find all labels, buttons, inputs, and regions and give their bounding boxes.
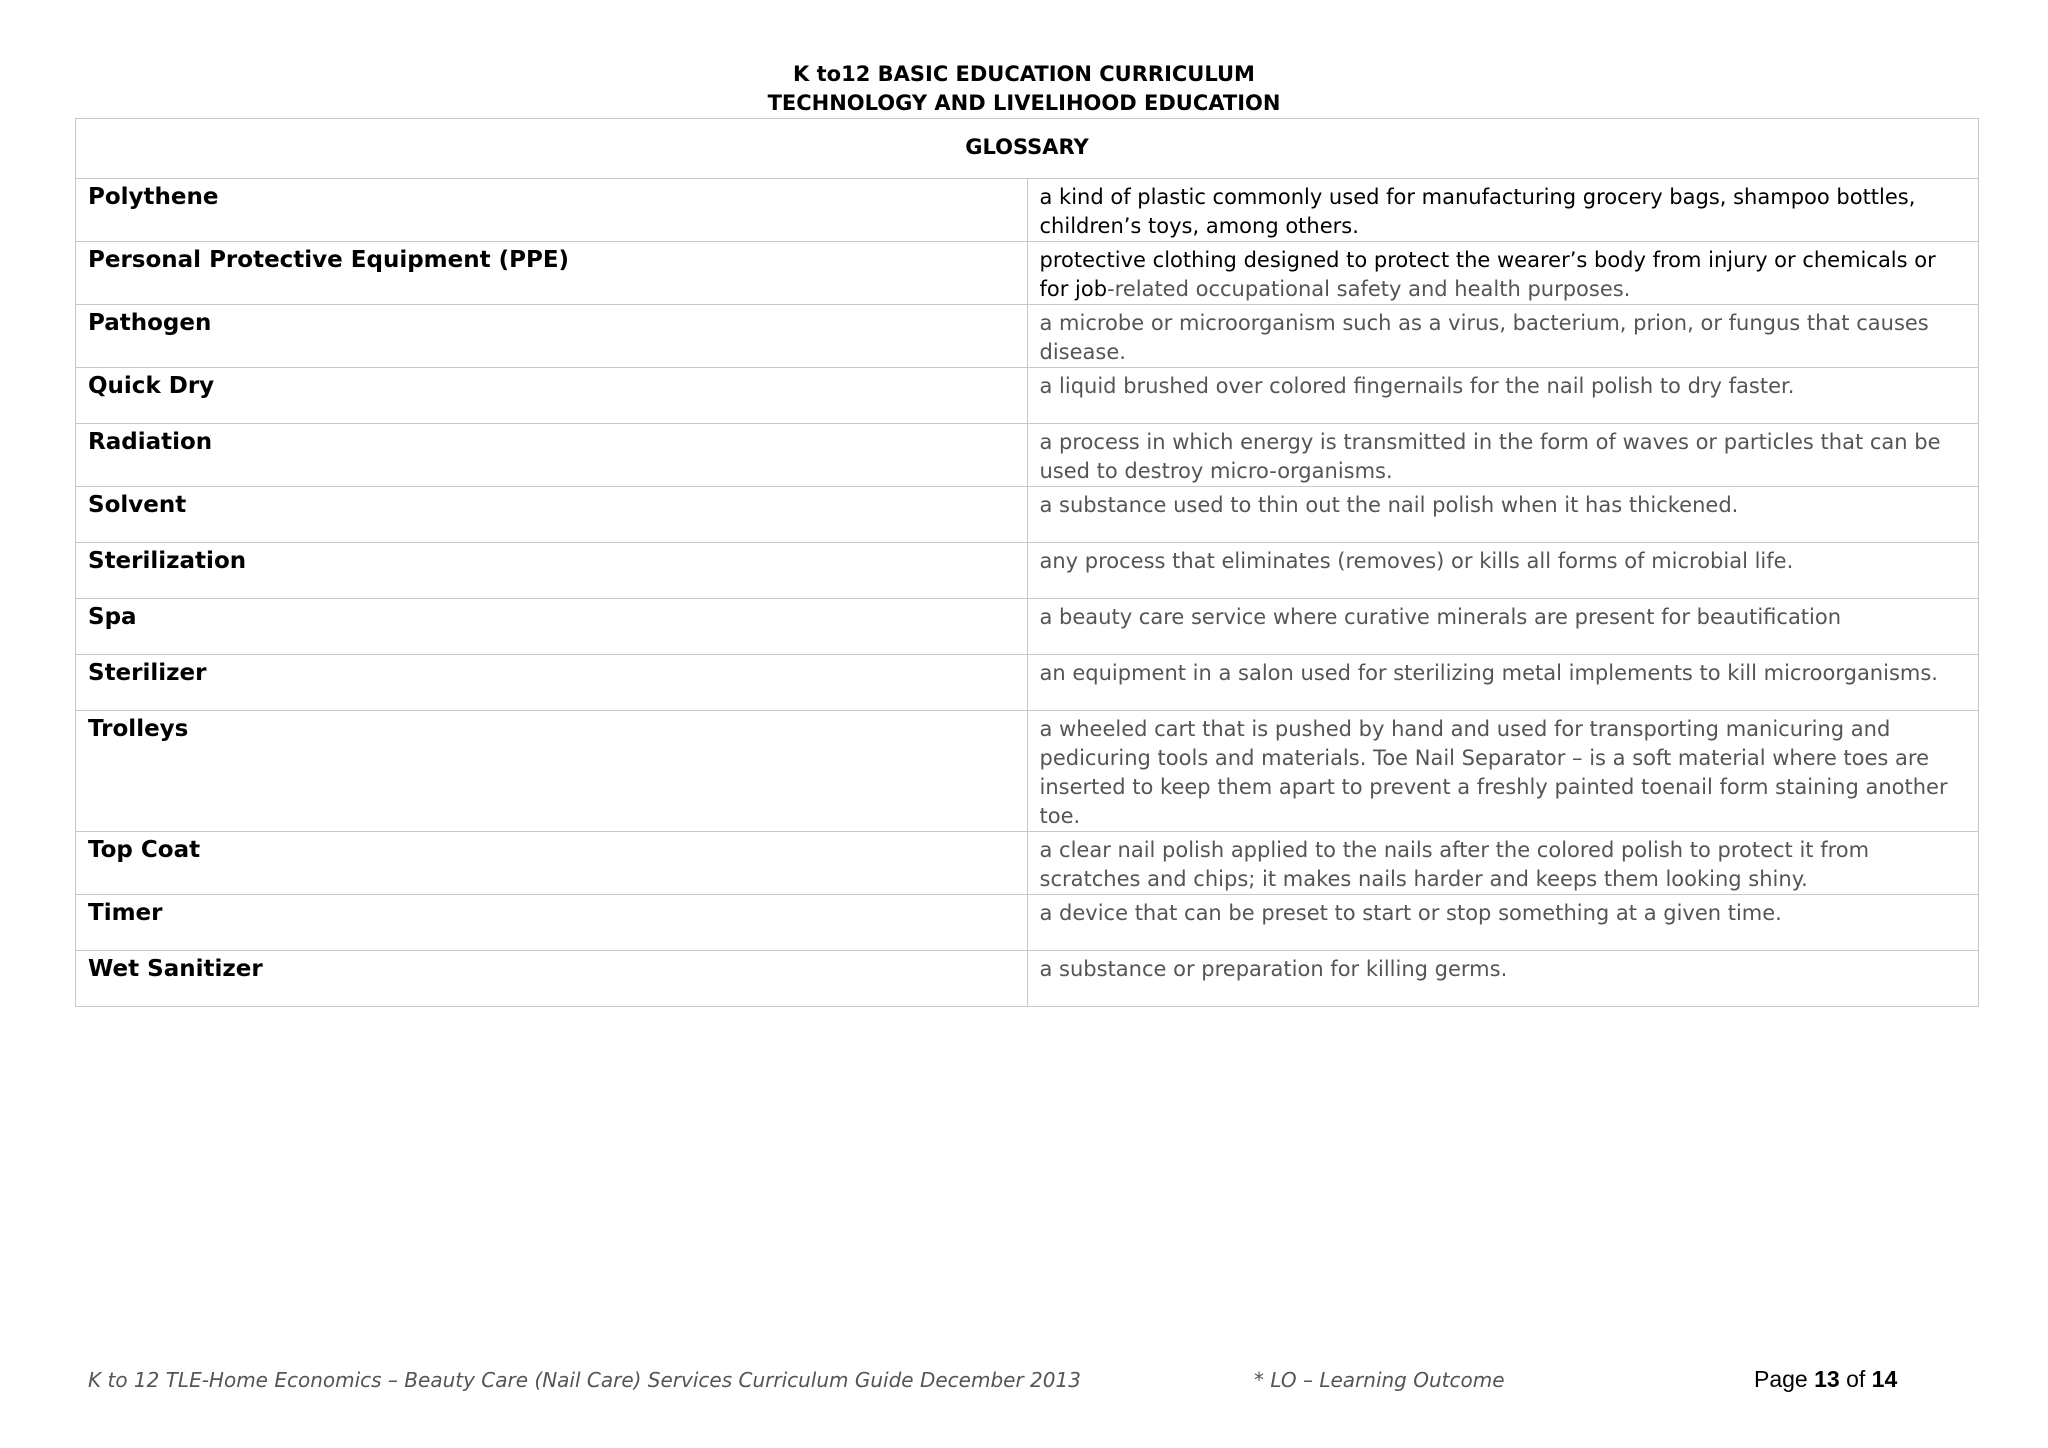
glossary-term: Wet Sanitizer [76,951,1028,1007]
glossary-title-row [76,119,1979,179]
document-header [0,60,2048,118]
glossary-term: Solvent [76,487,1028,543]
glossary-definition: an equipment in a salon used for sterilizing metal implements to kill microorganisms. [1027,655,1979,711]
glossary-definition: a kind of plastic commonly used for manufacturing grocery bags, shampoo bottles, children’s toys, among others. [1027,179,1979,242]
glossary-term: Sterilization [76,543,1028,599]
table-row [76,242,1979,305]
definition-light-part: -related occupational safety and health purposes. [1107,277,1631,301]
glossary-term: Radiation [76,424,1028,487]
table-row [76,368,1979,424]
glossary-term: Sterilizer [76,655,1028,711]
page-of: of [1839,1366,1872,1392]
glossary-definition: a device that can be preset to start or stop something at a given time. [1027,895,1979,951]
table-row [76,711,1979,832]
glossary-term: Quick Dry [76,368,1028,424]
glossary-definition: a clear nail polish applied to the nails after the colored polish to protect it from scratches and chips; it makes nails harder and keeps them looking shiny. [1027,832,1979,895]
glossary-definition: a wheeled cart that is pushed by hand and used for transporting manicuring and pedicuring tools and materials. Toe Nail Separator – is a soft material where toes are inserted to keep them apart to prevent a freshly painted toenail form staining another toe. [1027,711,1979,832]
page-number [1754,1366,1897,1393]
table-row [76,655,1979,711]
definition-dark-part: protective clothing designed to protect the wearer’s body from injury or chemicals or for job [1039,248,1936,301]
glossary-definition: any process that eliminates (removes) or kills all forms of microbial life. [1027,543,1979,599]
subject-title: TECHNOLOGY AND LIVELIHOOD EDUCATION [767,91,1281,115]
table-row [76,487,1979,543]
glossary-definition: a liquid brushed over colored fingernails for the nail polish to dry faster. [1027,368,1979,424]
page-total: 14 [1871,1366,1898,1392]
glossary-table [75,118,1979,1007]
curriculum-title: K to12 BASIC EDUCATION CURRICULUM [793,62,1255,86]
glossary-definition: a beauty care service where curative minerals are present for beautification [1027,599,1979,655]
glossary-definition: a substance or preparation for killing germs. [1027,951,1979,1007]
glossary-term: Polythene [76,179,1028,242]
table-row [76,599,1979,655]
glossary-term: Personal Protective Equipment (PPE) [76,242,1028,305]
footer-legend: * LO – Learning Outcome [1254,1368,1505,1392]
table-row [76,424,1979,487]
table-row [76,895,1979,951]
glossary-term: Trolleys [76,711,1028,832]
table-row [76,951,1979,1007]
glossary-term: Top Coat [76,832,1028,895]
glossary-title: GLOSSARY [76,119,1979,179]
glossary-term: Spa [76,599,1028,655]
glossary-definition: a substance used to thin out the nail polish when it has thickened. [1027,487,1979,543]
footer-guide-title: K to 12 TLE-Home Economics – Beauty Care (Nail Care) Services Curriculum Guide December 2013 [88,1368,1081,1392]
glossary-definition: a process in which energy is transmitted in the form of waves or particles that can be used to destroy micro-organisms. [1027,424,1979,487]
table-row [76,832,1979,895]
glossary-term: Pathogen [76,305,1028,368]
table-row [76,305,1979,368]
page-current: 13 [1814,1366,1840,1392]
glossary-definition [1027,242,1979,305]
page-prefix: Page [1754,1366,1815,1392]
table-row [76,179,1979,242]
glossary-definition: a microbe or microorganism such as a virus, bacterium, prion, or fungus that causes disease. [1027,305,1979,368]
glossary-term: Timer [76,895,1028,951]
table-row [76,543,1979,599]
